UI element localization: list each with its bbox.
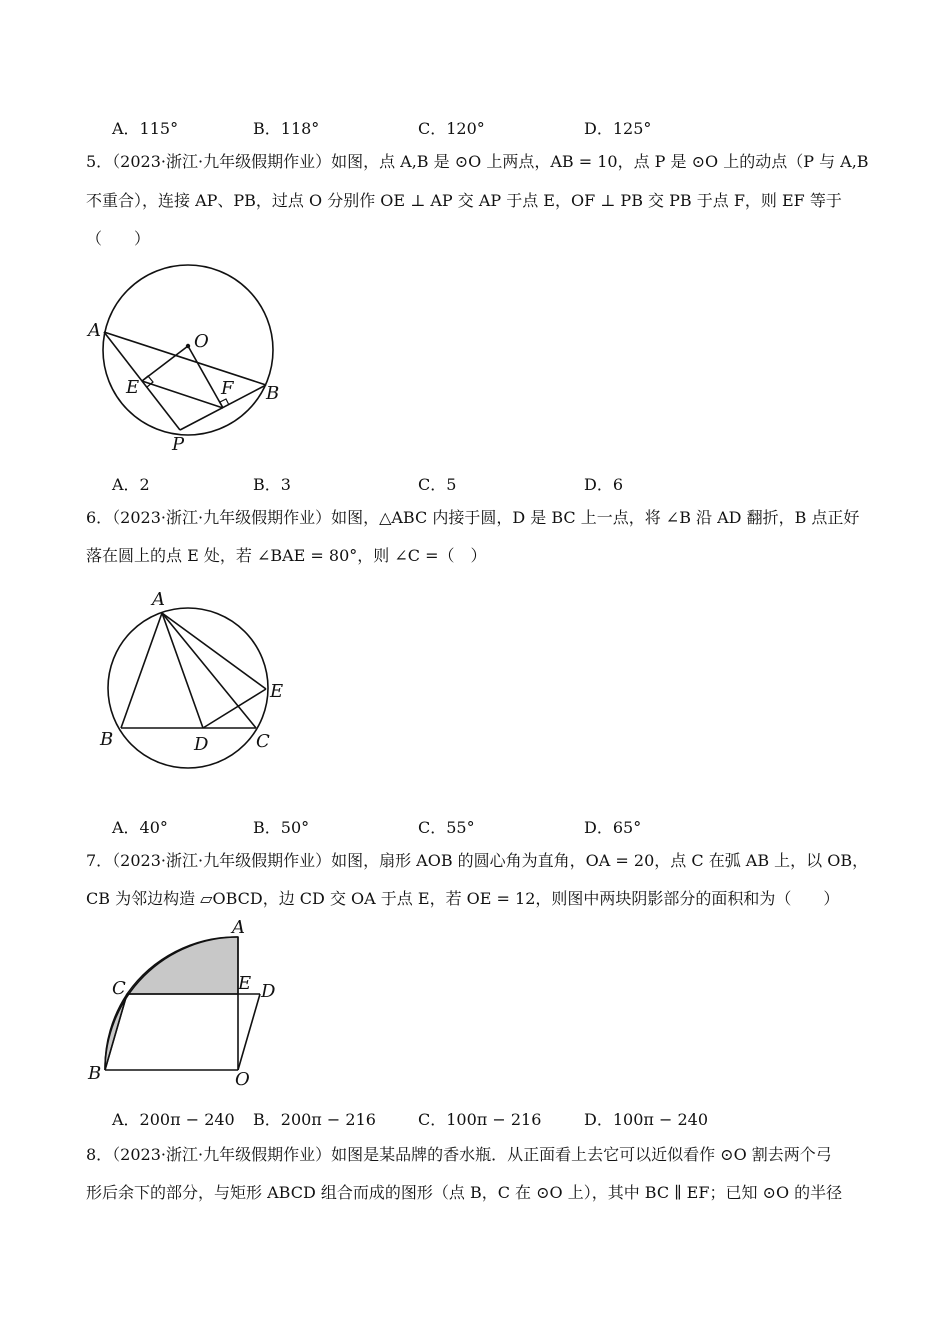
- q5-label-f: F: [221, 378, 234, 399]
- q6-stem-line2: 落在圆上的点 E 处，若 ∠BAE = 80°，则 ∠C =（ ）: [86, 546, 487, 565]
- q5-label-b: B: [266, 383, 280, 404]
- q6-label-c: C: [256, 731, 270, 752]
- q4-options: [112, 116, 712, 138]
- q7-label-d: D: [261, 981, 276, 1002]
- q6-stem-line1: 6．（2023·浙江·九年级假期作业）如图，△ABC 内接于圆，D 是 BC 上一点，将 ∠B 沿 AD 翻折，B 点正好: [86, 508, 860, 527]
- q7-option-b[interactable]: B．200π − 216: [253, 1110, 376, 1129]
- q5-label-a: A: [88, 320, 101, 341]
- q6-option-a[interactable]: A．40°: [112, 818, 168, 837]
- q5-label-o: O: [194, 331, 209, 352]
- q7-option-d[interactable]: D．100π − 240: [584, 1110, 709, 1129]
- q7-label-o: O: [235, 1069, 250, 1090]
- q5-option-a[interactable]: A．2: [112, 475, 150, 494]
- q5-option-b[interactable]: B．3: [253, 475, 291, 494]
- q8-stem-line2: 形后余下的部分，与矩形 ABCD 组合而成的图形（点 B，C 在 ⊙O 上），其中 BC ∥ EF；已知 ⊙O 的半径: [86, 1183, 843, 1202]
- q5-label-e: E: [126, 377, 140, 398]
- q6-label-e: E: [270, 681, 284, 702]
- q4-option-b[interactable]: B．118°: [253, 119, 320, 138]
- q7-label-b: B: [88, 1063, 102, 1084]
- q5-figure: [80, 250, 300, 460]
- q7-option-a[interactable]: A．200π − 240: [112, 1110, 235, 1129]
- q5-stem-line3: （ ）: [86, 229, 151, 248]
- q5-label-p: P: [172, 434, 185, 455]
- q6-label-d: D: [194, 734, 209, 755]
- q7-label-c: C: [112, 978, 126, 999]
- q7-stem-line2: CB 为邻边构造 ▱OBCD，边 CD 交 OA 于点 E，若 OE = 12，则图中两块阴影部分的面积和为（ ）: [86, 889, 840, 908]
- q7-figure: [82, 915, 292, 1090]
- q6-label-b: B: [100, 729, 114, 750]
- q7-label-a: A: [232, 917, 245, 938]
- q5-option-d[interactable]: D．6: [584, 475, 624, 494]
- q6-option-c[interactable]: C．55°: [418, 818, 475, 837]
- q7-options: [112, 1107, 732, 1129]
- q4-option-c[interactable]: C．120°: [418, 119, 485, 138]
- q7-option-c[interactable]: C．100π − 216: [418, 1110, 542, 1129]
- q6-option-d[interactable]: D．65°: [584, 818, 642, 837]
- q5-circle: [103, 265, 273, 435]
- q6-label-a: A: [152, 589, 165, 610]
- q6-option-b[interactable]: B．50°: [253, 818, 310, 837]
- q4-option-d[interactable]: D．125°: [584, 119, 652, 138]
- q5-stem-line2: 不重合），连接 AP、PB，过点 O 分别作 OE ⊥ AP 交 AP 于点 E，OF ⊥ PB 交 PB 于点 F，则 EF 等于: [86, 191, 842, 210]
- q8-stem-line1: 8．（2023·浙江·九年级假期作业）如图是某品牌的香水瓶．从正面看上去它可以近似看作 ⊙O 割去两个弓: [86, 1145, 832, 1164]
- q7-stem-line1: 7．（2023·浙江·九年级假期作业）如图，扇形 AOB 的圆心角为直角，OA = 20，点 C 在弧 AB 上，以 OB，: [86, 851, 869, 870]
- q6-options: [112, 815, 712, 837]
- q5-options: [112, 472, 712, 494]
- q4-option-a[interactable]: A．115°: [112, 119, 179, 138]
- q5-option-c[interactable]: C．5: [418, 475, 457, 494]
- q7-label-e: E: [238, 973, 252, 994]
- q5-stem-line1: 5．（2023·浙江·九年级假期作业）如图，点 A,B 是 ⊙O 上两点，AB = 10，点 P 是 ⊙O 上的动点（P 与 A,B: [86, 152, 869, 171]
- q7-shaded-region-top: [127, 937, 238, 994]
- q6-figure: [90, 585, 300, 770]
